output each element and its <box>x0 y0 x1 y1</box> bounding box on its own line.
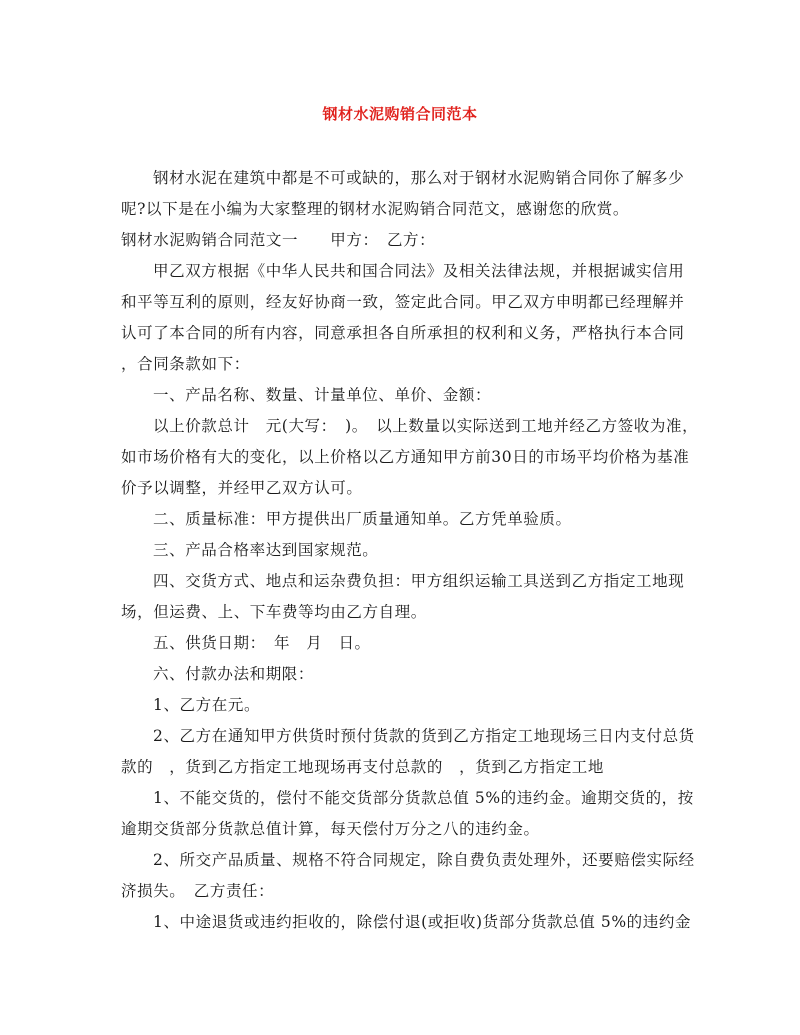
document-title: 钢材水泥购销合同范本 <box>322 105 478 123</box>
list-item: 2、所交产品质量、规格不符合同规定，除自费负责处理外，还要赔偿实际经 <box>153 851 695 869</box>
paragraph-line: 如市场价格有大的变化，以上价格以乙方通知甲方前30日的市场平均价格为基准 <box>121 448 690 466</box>
section-heading: 一、产品名称、数量、计量单位、单价、金额： <box>153 386 492 404</box>
paragraph-line: ，合同条款如下： <box>121 355 250 373</box>
list-item: 1、不能交货的，偿付不能交货部分货款总值 5%的违约金。逾期交货的，按 <box>153 789 694 807</box>
paragraph-line: 和平等互利的原则，经友好协商一致，签定此合同。甲乙双方申明都已经理解并 <box>121 293 685 311</box>
list-item: 1、中途退货或违约拒收的，除偿付退(或拒收)货部分货款总值 5%的违约金 <box>153 913 692 931</box>
section-heading: 六、付款办法和期限： <box>153 665 315 683</box>
paragraph-line: 呢?以下是在小编为大家整理的钢材水泥购销合同范文，感谢您的欣赏。 <box>121 200 630 218</box>
section-heading: 五、供货日期： 年 月 日。 <box>153 634 371 652</box>
paragraph-line: 钢材水泥购销合同范文一 甲方： 乙方： <box>121 231 436 249</box>
paragraph-line: 逾期交货部分货款总值计算，每天偿付万分之八的违约金。 <box>121 820 540 838</box>
paragraph-line: 甲乙双方根据《中华人民共和国合同法》及相关法律法规，并根据诚实信用 <box>153 262 685 280</box>
paragraph-line: 以上价款总计 元(大写： )。 以上数量以实际送到工地并经乙方签收为准， <box>153 417 699 435</box>
paragraph-line: 认可了本合同的所有内容，同意承担各自所承担的权利和义务，严格执行本合同 <box>121 324 685 342</box>
section-heading: 二、质量标准：甲方提供出厂质量通知单。乙方凭单验质。 <box>153 510 572 528</box>
list-item: 1、乙方在元。 <box>153 696 261 714</box>
paragraph-line: 钢材水泥在建筑中都是不可或缺的，那么对于钢材水泥购销合同你了解多少 <box>153 169 685 187</box>
paragraph-line: 价予以调整，并经甲乙双方认可。 <box>121 479 363 497</box>
paragraph-line: 场，但运费、上、下车费等均由乙方自理。 <box>121 603 427 621</box>
paragraph-line: 济损失。 乙方责任： <box>121 882 275 900</box>
paragraph-line: 款的 ，货到乙方指定工地现场再支付总款的 ，货到乙方指定工地 <box>121 758 605 776</box>
list-item: 2、乙方在通知甲方供货时预付货款的货到乙方指定工地现场三日内支付总货 <box>153 727 695 745</box>
section-heading: 四、交货方式、地点和运杂费负担：甲方组织运输工具送到乙方指定工地现 <box>153 572 685 590</box>
section-heading: 三、产品合格率达到国家规范。 <box>153 541 379 559</box>
